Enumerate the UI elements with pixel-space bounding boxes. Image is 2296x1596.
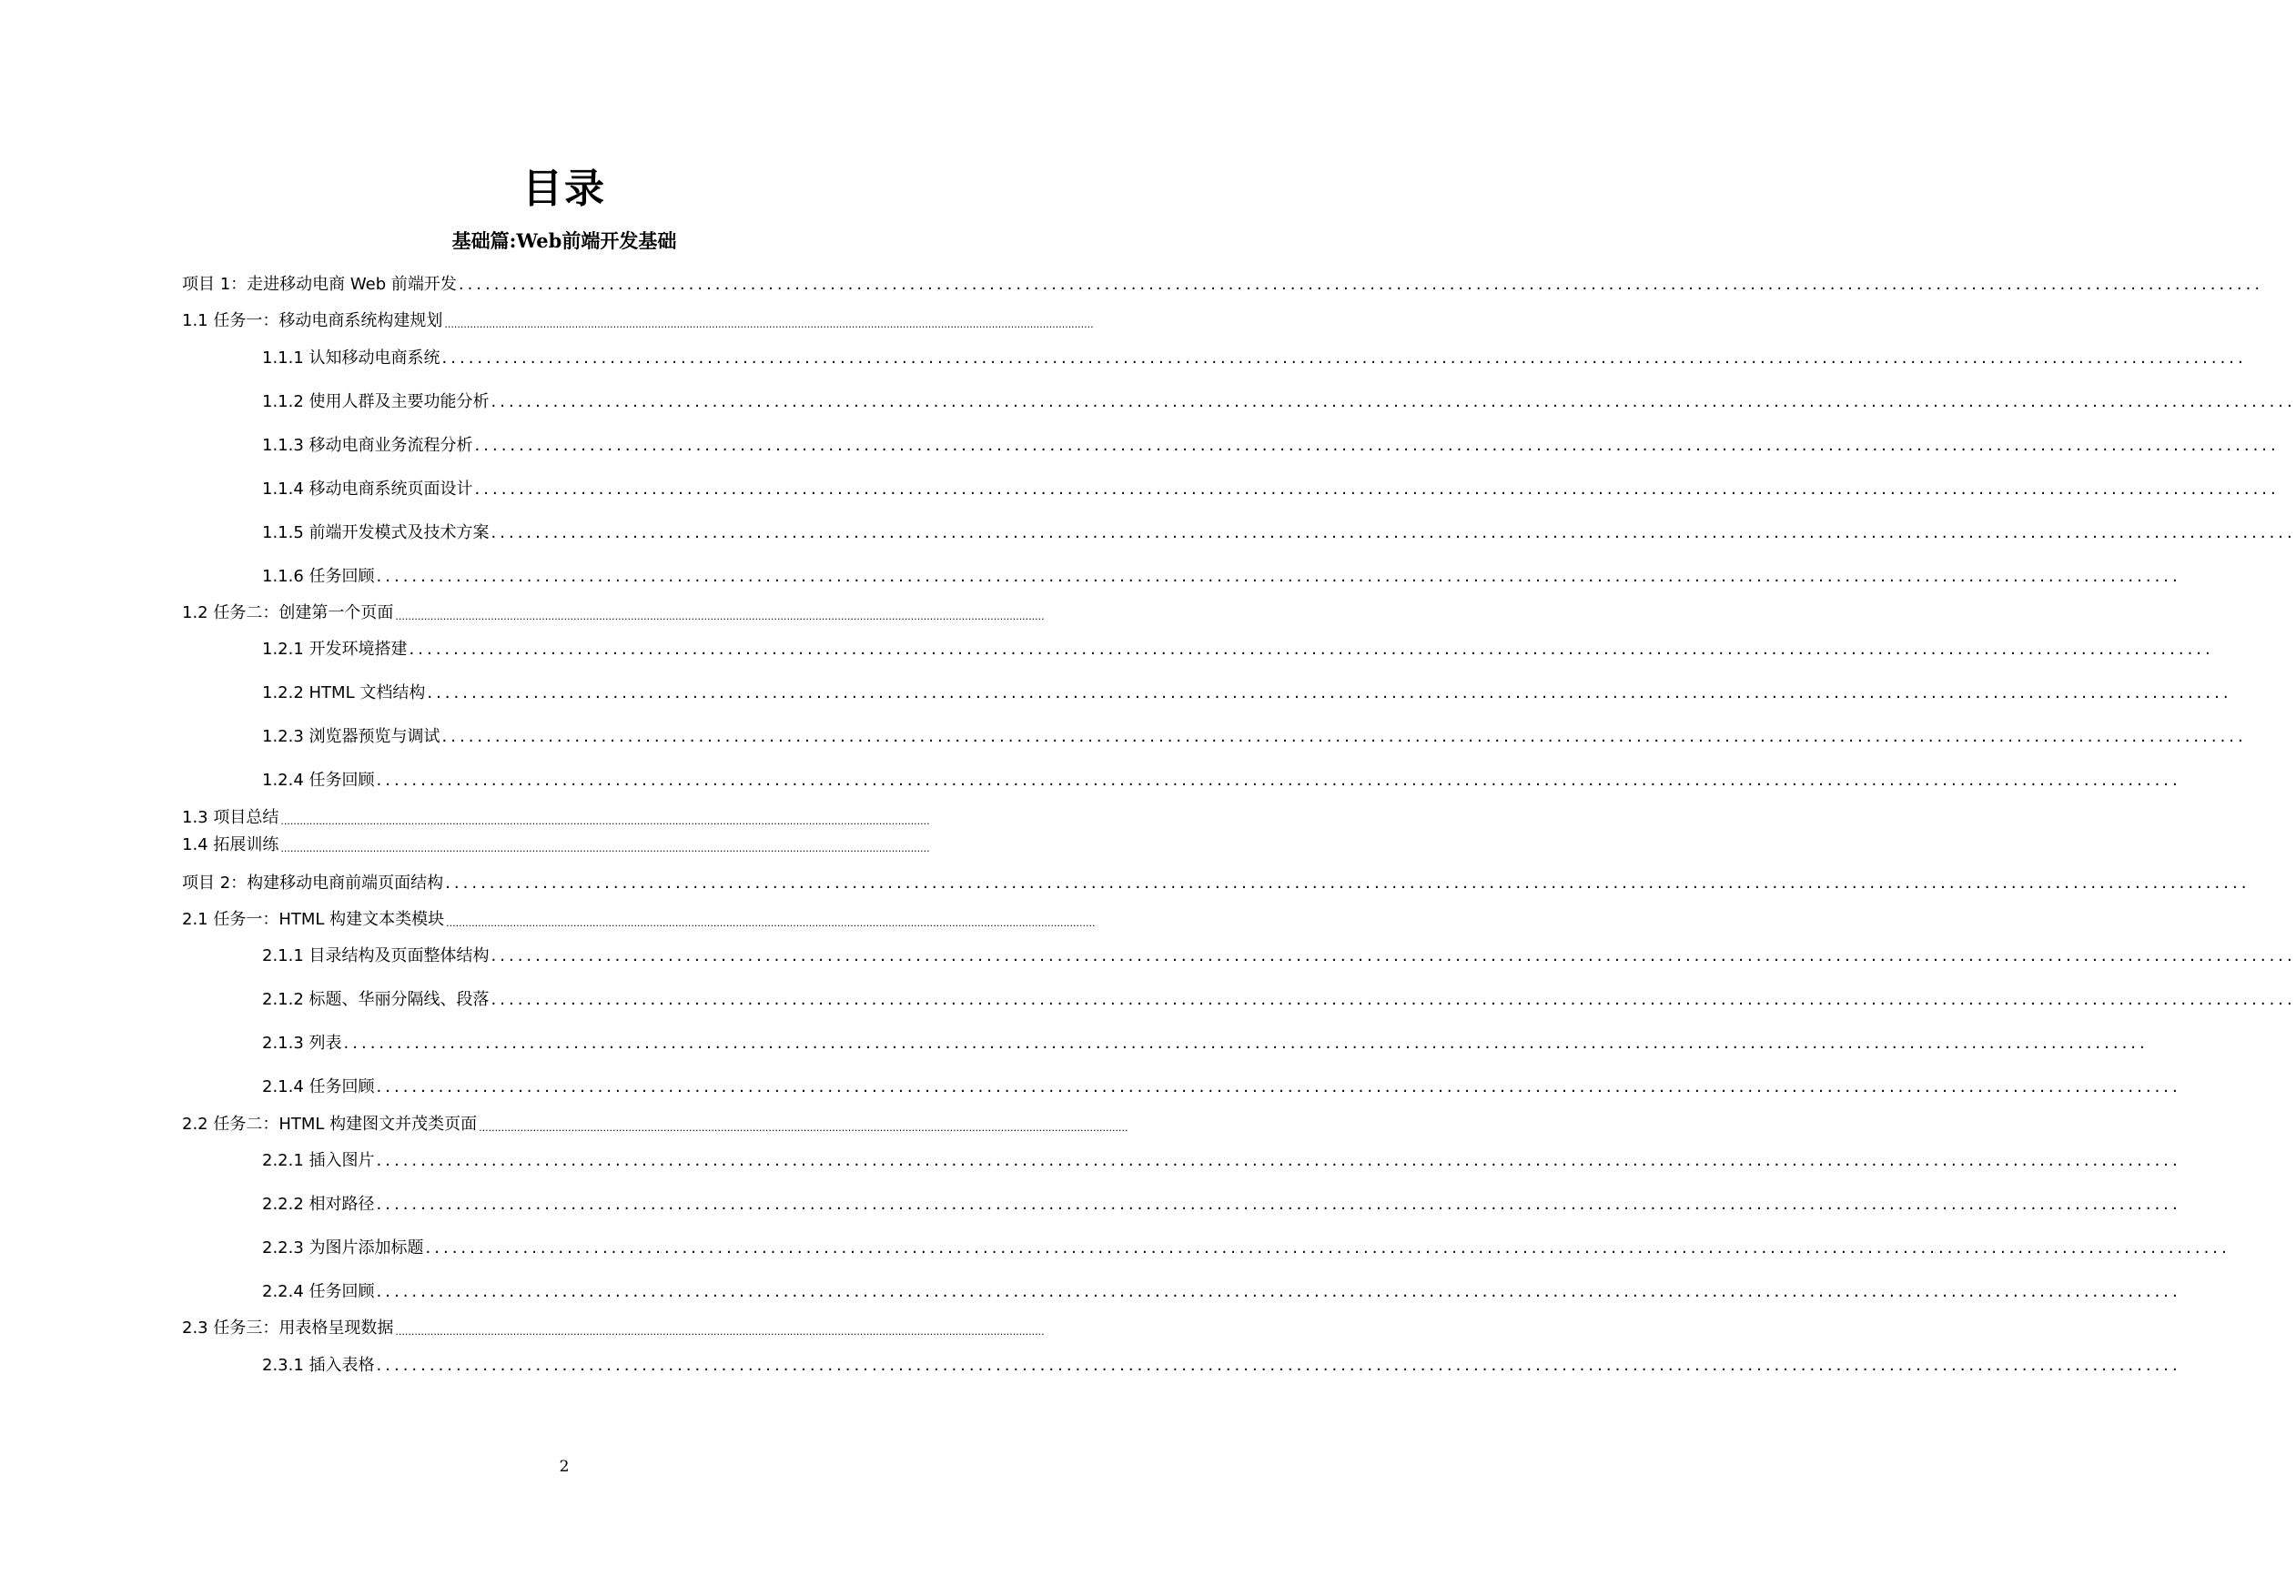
toc-entry-1-3[interactable] <box>182 805 956 831</box>
toc-leader-dots: ............................................................................................................................................................................................................ <box>376 1195 2181 1214</box>
toc-leader-dots: ............................................................................................................................................................................................................ <box>376 1356 2181 1375</box>
toc-leader-dots: ............................................................................................................................................................................................................ <box>491 523 2296 542</box>
toc-entry-label: 2.2.3 为图片添加标题 <box>262 1238 424 1258</box>
toc-leader-dots: ............................................................................................................................................................................................................ <box>441 727 2247 746</box>
toc-entry-label: 2.1.1 目录结构及页面整体结构 <box>262 946 490 965</box>
toc-entry-1-1-6[interactable] <box>262 564 2181 590</box>
page-title: 目录 <box>522 166 606 212</box>
toc-entry-1-1-3[interactable] <box>262 433 2280 459</box>
toc-entry-2-2-4[interactable] <box>262 1279 2181 1305</box>
toc-entry-label: 1.2.2 HTML 文档结构 <box>262 683 426 702</box>
toc-entry-label: 1.3 项目总结 <box>182 808 279 827</box>
toc-entry-label: 1.1.3 移动电商业务流程分析 <box>262 436 473 455</box>
toc-leader-dots: ............................................................................................................................................................................................................ <box>446 917 1096 929</box>
toc-entry-2-2[interactable] <box>182 1112 1128 1137</box>
toc-entry-label: 1.2.3 浏览器预览与调试 <box>262 727 440 746</box>
toc-entry-label: 1.2.1 开发环境搭建 <box>262 640 408 659</box>
toc-entry-2-3-1[interactable] <box>262 1353 2181 1379</box>
toc-leader-dots: ............................................................................................................................................................................................................ <box>376 1282 2181 1301</box>
toc-entry-label: 2.2.4 任务回顾 <box>262 1282 375 1301</box>
toc-entry-1-2-3[interactable] <box>262 724 2247 750</box>
page-number: 2 <box>559 1458 570 1476</box>
toc-leader-dots: ............................................................................................................................................................................................................ <box>280 843 930 854</box>
toc-leader-dots: ............................................................................................................................................................................................................ <box>474 480 2280 499</box>
toc-leader-dots: ............................................................................................................................................................................................................ <box>444 318 1094 330</box>
toc-entry-2-3[interactable] <box>182 1316 1045 1341</box>
toc-entry-1-1[interactable] <box>182 308 1094 334</box>
toc-entry-label: 2.1.2 标题、华丽分隔线、段落 <box>262 990 490 1009</box>
toc-leader-dots: ............................................................................................................................................................................................................ <box>343 1034 2149 1053</box>
toc-entry-label: 2.3.1 插入表格 <box>262 1356 375 1375</box>
toc-entry-2-2-2[interactable] <box>262 1192 2181 1217</box>
toc-leader-dots: ............................................................................................................................................................................................................ <box>491 392 2296 411</box>
toc-leader-dots: ............................................................................................................................................................................................................ <box>376 1151 2181 1170</box>
toc-leader-dots: ............................................................................................................................................................................................................ <box>395 611 1045 622</box>
toc-entry-label: 2.1.3 列表 <box>262 1034 342 1053</box>
toc-leader-dots: ............................................................................................................................................................................................................ <box>427 683 2232 702</box>
toc-entry-label: 2.2 任务二：HTML 构建图文并茂类页面 <box>182 1115 478 1134</box>
toc-leader-dots: ............................................................................................................................................................................................................ <box>441 348 2247 368</box>
toc-entry-2-1[interactable] <box>182 907 1096 933</box>
toc-entry-1-4[interactable] <box>182 833 956 858</box>
toc-entry-1-2-1[interactable] <box>262 637 2214 662</box>
toc-entry-2-1-1[interactable] <box>262 944 2296 969</box>
toc-leader-dots: ............................................................................................................................................................................................................ <box>491 946 2296 965</box>
toc-entry-2-1-4[interactable] <box>262 1075 2181 1100</box>
toc-entry-label: 2.1 任务一：HTML 构建文本类模块 <box>182 910 445 929</box>
toc-entry-label: 1.2 任务二：创建第一个页面 <box>182 603 394 622</box>
toc-leader-dots: ............................................................................................................................................................................................................ <box>445 874 2250 893</box>
toc-leader-dots: ............................................................................................................................................................................................................ <box>491 990 2296 1009</box>
toc-entry-2-1-2[interactable] <box>262 987 2296 1013</box>
toc-entry-label: 1.4 拓展训练 <box>182 835 279 854</box>
toc-entry-label: 1.1.6 任务回顾 <box>262 567 375 586</box>
toc-entry-label: 1.2.4 任务回顾 <box>262 771 375 790</box>
toc-leader-dots: ............................................................................................................................................................................................................ <box>458 275 2264 294</box>
toc-entry-2-2-1[interactable] <box>262 1148 2181 1174</box>
toc-leader-dots: ............................................................................................................................................................................................................ <box>479 1122 1128 1134</box>
toc-entry-label: 1.1.1 认知移动电商系统 <box>262 348 440 368</box>
toc-leader-dots: ............................................................................................................................................................................................................ <box>474 436 2280 455</box>
toc-entry-label: 2.3 任务三：用表格呈现数据 <box>182 1318 394 1338</box>
toc-entry-project-1[interactable] <box>182 272 2264 298</box>
toc-entry-1-1-2[interactable] <box>262 389 2296 415</box>
toc-entry-label: 项目 1：走进移动电商 Web 前端开发 <box>182 275 457 294</box>
toc-entry-1-1-4[interactable] <box>262 477 2280 502</box>
toc-entry-1-1-5[interactable] <box>262 520 2296 546</box>
toc-entry-project-2[interactable] <box>182 871 2250 896</box>
toc-leader-dots: ............................................................................................................................................................................................................ <box>376 1077 2181 1096</box>
toc-entry-1-2[interactable] <box>182 601 1045 626</box>
toc-entry-label: 1.1.5 前端开发模式及技术方案 <box>262 523 490 542</box>
toc-entry-label: 2.1.4 任务回顾 <box>262 1077 375 1096</box>
toc-leader-dots: ............................................................................................................................................................................................................ <box>376 771 2181 790</box>
toc-entry-label: 2.2.1 插入图片 <box>262 1151 375 1170</box>
toc-leader-dots: ............................................................................................................................................................................................................ <box>395 1326 1045 1338</box>
toc-entry-1-1-1[interactable] <box>262 346 2247 371</box>
toc-entry-2-2-3[interactable] <box>262 1236 2230 1261</box>
toc-entry-label: 项目 2：构建移动电商前端页面结构 <box>182 874 444 893</box>
toc-entry-1-2-4[interactable] <box>262 768 2181 793</box>
toc-entry-label: 1.1.4 移动电商系统页面设计 <box>262 480 473 499</box>
toc-leader-dots: ............................................................................................................................................................................................................ <box>409 640 2214 659</box>
toc-entry-2-1-3[interactable] <box>262 1031 2149 1056</box>
part-title: 基础篇:Web前端开发基础 <box>451 229 677 252</box>
toc-entry-label: 2.2.2 相对路径 <box>262 1195 375 1214</box>
toc-leader-dots: ............................................................................................................................................................................................................ <box>280 815 930 827</box>
toc-entry-label: 1.1.2 使用人群及主要功能分析 <box>262 392 490 411</box>
toc-leader-dots: ............................................................................................................................................................................................................ <box>425 1238 2230 1258</box>
toc-entry-1-2-2[interactable] <box>262 681 2232 706</box>
toc-entry-label: 1.1 任务一：移动电商系统构建规划 <box>182 311 443 330</box>
toc-leader-dots: ............................................................................................................................................................................................................ <box>376 567 2181 586</box>
